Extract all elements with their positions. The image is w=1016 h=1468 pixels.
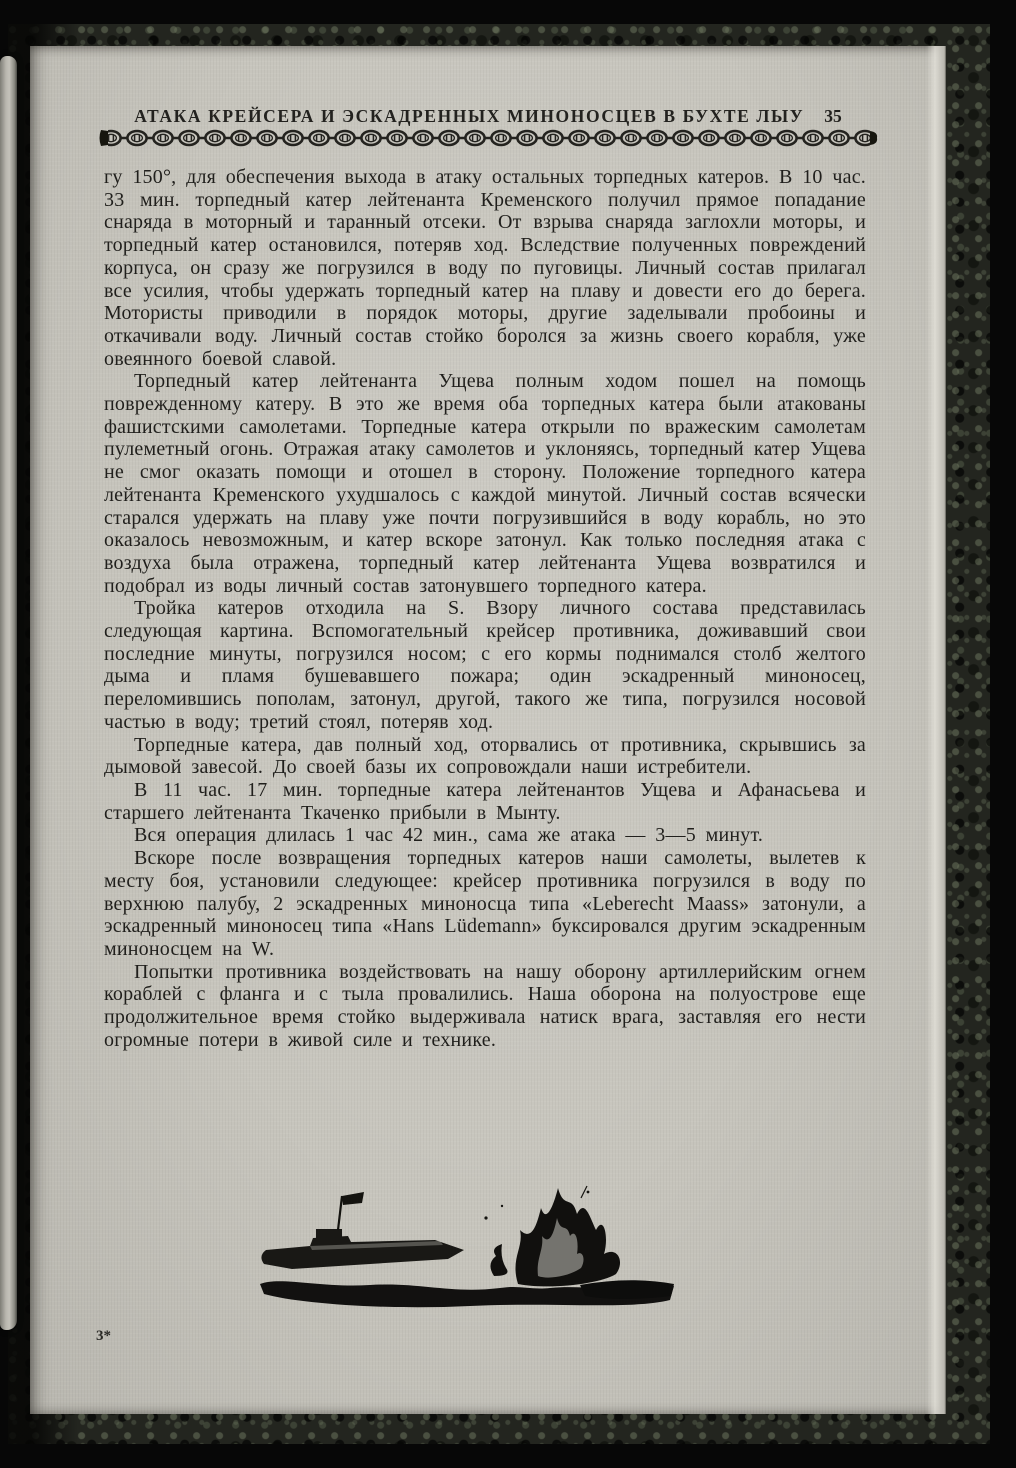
paragraph: гу 150°, для обеспечения выхода в атаку остальных торпедных катеров. В 10 час. 33 мин. торпедный катер лейтенанта Кременского получил прямое попадание снаряда в моторный и таранный отсеки. От взрыва снаряда заглохли моторы, и торпедный катер остановился, потеряв ход. Вследствие полученных повреждений корпуса, он сразу же погрузился в воду по пуговицы. Личный состав прилагал все усилия, чтобы удержать торпедный катер на плаву и довести его до берега. Мотористы приводили в порядок моторы, другие заделывали пробоины и откачивали воду. Личный состав стойко боролся за жизнь своего корабля, уже овеянного боевой славой. (104, 166, 866, 370)
page-number: 35 (824, 106, 842, 126)
torpedo-boat-illustration (250, 1184, 686, 1314)
paragraph: Попытки противника воздействовать на нашу оборону артиллерийским огнем кораблей с фланга и с тыла провалились. Наша оборона на полуострове еще продолжительное время стойко выдерживала натиск врага, заставляя его нести огромные потери в живой силе и технике. (104, 960, 866, 1051)
paragraph: Торпедный катер лейтенанта Ущева полным ходом пошел на помощь поврежденному катеру. В это же время оба торпедных катера были атакованы фашистскими самолетами. Торпедные катера открыли по вражеским самолетам пулеметный огонь. Отражая атаку самолетов и уклоняясь, торпедный катер Ущева не смог оказать помощи и отошел в сторону. Положение торпедного катера лейтенанта Кременского ухудшалось с каждой минутой. Личный состав всячески старался удержать на плаву уже почти погрузившийся в воду корабль, но это оказалось невозможным, и катер вскоре затонул. Как только последняя атака с воздуха была отражена, торпедный катер лейтенанта Ущева возвратился и подобрал из воды личный состав затонувшего торпедного катера. (104, 370, 866, 597)
paragraph: Тройка катеров отходила на S. Взору личного состава представилась следующая картина. Вспомогательный крейсер противника, доживавший свои последние минуты, погрузился носом; с его кормы поднимался столб желтого дыма и пламя бушевавшего пожара; один эскадренный миноносец, переломившись пополам, затонул, другой, такого же типа, погрузился носовой частью в воду; третий стоял, потеряв ход. (104, 597, 866, 733)
paragraph: Вся операция длилась 1 час 42 мин., сама же атака — 3—5 минут. (134, 824, 764, 847)
running-head (30, 106, 946, 127)
chain-ornament-rule (98, 128, 880, 148)
paragraph: Торпедные катера, дав полный ход, оторвались от противника, скрывшись за дымовой завесой. До своей базы их сопровождали наши истребители. (104, 733, 866, 779)
paragraph: Вскоре после возвращения торпедных катеров наши самолеты, вылетев к месту боя, установили следующее: крейсер противника погрузился в воду по верхнюю палубу, 2 эскадренных миноносца типа «Leberecht Maass» затонули, а эскадренный миноносец типа «Hans Lüdemann» буксировался другим эскадренным миноносцем на W. (104, 847, 866, 960)
signature-mark: 3* (96, 1328, 111, 1344)
body-text (104, 166, 866, 1051)
scanned-page (30, 46, 946, 1414)
paragraph: В 11 час. 17 мин. торпедные катера лейтенантов Ущева и Афанасьева и старшего лейтенанта Ткаченко прибыли в Мынту. (104, 778, 866, 824)
adjacent-page-edge (0, 56, 17, 1330)
running-head-title: АТАКА КРЕЙСЕРА И ЭСКАДРЕННЫХ МИНОНОСЦЕВ В БУХТЕ ЛЫУ (134, 106, 805, 126)
